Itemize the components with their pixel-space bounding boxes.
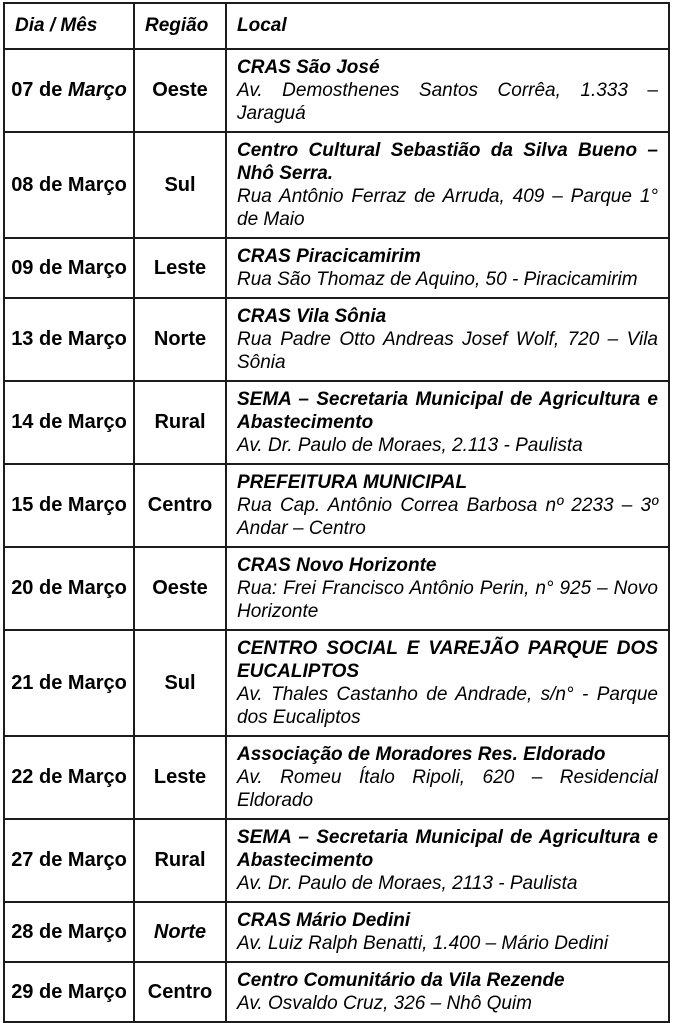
local-cell — [226, 298, 669, 381]
region-cell — [134, 902, 226, 962]
local-cell — [226, 547, 669, 630]
region-cell — [134, 298, 226, 381]
table-row — [4, 902, 669, 962]
date-cell — [4, 298, 134, 381]
local-cell — [226, 49, 669, 132]
local-cell — [226, 962, 669, 1022]
location-name: CRAS São José — [237, 57, 380, 78]
date-cell — [4, 464, 134, 547]
date-month: Março — [67, 920, 127, 943]
table-row — [4, 962, 669, 1022]
location-name: CRAS Novo Horizonte — [237, 555, 437, 576]
location-name: CENTRO SOCIAL E VAREJÃO PARQUE DOS EUCALIPTOS — [237, 638, 658, 682]
date-cell — [4, 630, 134, 736]
table-row — [4, 819, 669, 902]
table-row — [4, 381, 669, 464]
date-cell — [4, 736, 134, 819]
schedule-table-body — [4, 49, 669, 1022]
header-day: Dia / Mês — [4, 3, 134, 49]
date-day: 07 de — [11, 79, 63, 101]
date-day: 21 de — [11, 671, 63, 694]
date-day: 27 de — [11, 849, 63, 871]
location-address: Rua São Thomaz de Aquino, 50 - Piracicamirim — [237, 269, 638, 290]
local-cell — [226, 736, 669, 819]
date-month: Março — [67, 766, 127, 788]
date-cell — [4, 819, 134, 902]
date-month: Março — [67, 256, 127, 279]
location-address: Rua: Frei Francisco Antônio Perin, n° 925 – Novo Horizonte — [237, 578, 658, 622]
date-cell — [4, 238, 134, 298]
table-header — [4, 3, 669, 49]
date-day: 15 de — [11, 494, 63, 516]
local-cell — [226, 902, 669, 962]
date-month: Março — [67, 494, 127, 516]
location-name: CRAS Mário Dedini — [237, 910, 411, 931]
region-label: Centro — [147, 494, 213, 516]
date-month: Março — [67, 173, 127, 196]
table-row — [4, 547, 669, 630]
region-cell — [134, 630, 226, 736]
header-region: Região — [134, 3, 226, 49]
region-label: Rural — [154, 411, 206, 433]
date-cell — [4, 962, 134, 1022]
region-cell — [134, 819, 226, 902]
location-address: Rua Padre Otto Andreas Josef Wolf, 720 – Vila Sônia — [237, 329, 658, 373]
region-label: Norte — [153, 920, 207, 943]
location-address: Av. Dr. Paulo de Moraes, 2113 - Paulista — [237, 873, 578, 894]
date-cell — [4, 132, 134, 238]
location-name: CRAS Piracicamirim — [237, 246, 421, 267]
location-name: Centro Cultural Sebastião da Silva Bueno – Nhô Serra. — [237, 140, 658, 184]
location-name: SEMA – Secretaria Municipal de Agricultura e Abastecimento — [237, 389, 658, 433]
header-row — [4, 3, 669, 49]
region-label: Sul — [164, 173, 196, 196]
region-cell — [134, 736, 226, 819]
region-label: Sul — [164, 671, 196, 694]
region-cell — [134, 132, 226, 238]
date-month: Março — [67, 849, 127, 871]
region-label: Norte — [153, 328, 207, 350]
region-cell — [134, 49, 226, 132]
location-address: Av. Luiz Ralph Benatti, 1.400 – Mário Dedini — [237, 933, 609, 954]
table-row — [4, 630, 669, 736]
location-address: Av. Dr. Paulo de Moraes, 2.113 - Paulista — [237, 435, 583, 456]
region-label: Oeste — [152, 79, 208, 101]
date-month: Março — [67, 411, 127, 433]
region-label: Centro — [147, 980, 213, 1003]
table-row — [4, 132, 669, 238]
local-cell — [226, 464, 669, 547]
location-name: CRAS Vila Sônia — [237, 306, 387, 327]
region-cell — [134, 464, 226, 547]
local-cell — [226, 819, 669, 902]
date-day: 09 de — [11, 256, 63, 279]
region-label: Rural — [154, 849, 206, 871]
local-cell — [226, 132, 669, 238]
table-row — [4, 49, 669, 132]
date-day: 14 de — [11, 411, 63, 433]
date-cell — [4, 547, 134, 630]
date-day: 08 de — [11, 173, 63, 196]
location-address: Av. Romeu Ítalo Ripoli, 620 – Residencial Eldorado — [237, 767, 658, 811]
region-cell — [134, 547, 226, 630]
date-month: Março — [67, 79, 127, 101]
schedule-table — [3, 2, 670, 1023]
local-cell — [226, 630, 669, 736]
date-day: 22 de — [11, 766, 63, 788]
location-address: Rua Antônio Ferraz de Arruda, 409 – Parque 1° de Maio — [237, 186, 658, 230]
location-address: Av. Thales Castanho de Andrade, s/n° - Parque dos Eucaliptos — [237, 684, 658, 728]
region-label: Oeste — [152, 577, 208, 599]
table-row — [4, 298, 669, 381]
header-local: Local — [226, 3, 669, 49]
location-address: Av. Osvaldo Cruz, 326 – Nhô Quim — [237, 993, 532, 1014]
table-row — [4, 736, 669, 819]
local-cell — [226, 238, 669, 298]
date-month: Março — [67, 671, 127, 694]
date-cell — [4, 381, 134, 464]
region-label: Leste — [153, 766, 207, 788]
region-cell — [134, 381, 226, 464]
date-month: Março — [67, 577, 127, 599]
region-cell — [134, 238, 226, 298]
location-name: Centro Comunitário da Vila Rezende — [237, 970, 565, 991]
table-row — [4, 464, 669, 547]
date-cell — [4, 902, 134, 962]
date-cell — [4, 49, 134, 132]
table-row — [4, 238, 669, 298]
region-label: Leste — [153, 256, 207, 279]
location-name: PREFEITURA MUNICIPAL — [237, 472, 468, 493]
location-name: Associação de Moradores Res. Eldorado — [237, 744, 606, 765]
region-cell — [134, 962, 226, 1022]
date-day: 20 de — [11, 577, 63, 599]
location-address: Av. Demosthenes Santos Corrêa, 1.333 – Jaraguá — [237, 80, 658, 124]
date-month: Março — [67, 980, 127, 1003]
date-day: 29 de — [11, 980, 63, 1003]
location-name: SEMA – Secretaria Municipal de Agricultura e Abastecimento — [237, 827, 658, 871]
date-day: 13 de — [11, 328, 63, 350]
date-month: Março — [67, 328, 127, 350]
local-cell — [226, 381, 669, 464]
location-address: Rua Cap. Antônio Correa Barbosa nº 2233 – 3º Andar – Centro — [237, 495, 658, 539]
date-day: 28 de — [11, 920, 63, 943]
